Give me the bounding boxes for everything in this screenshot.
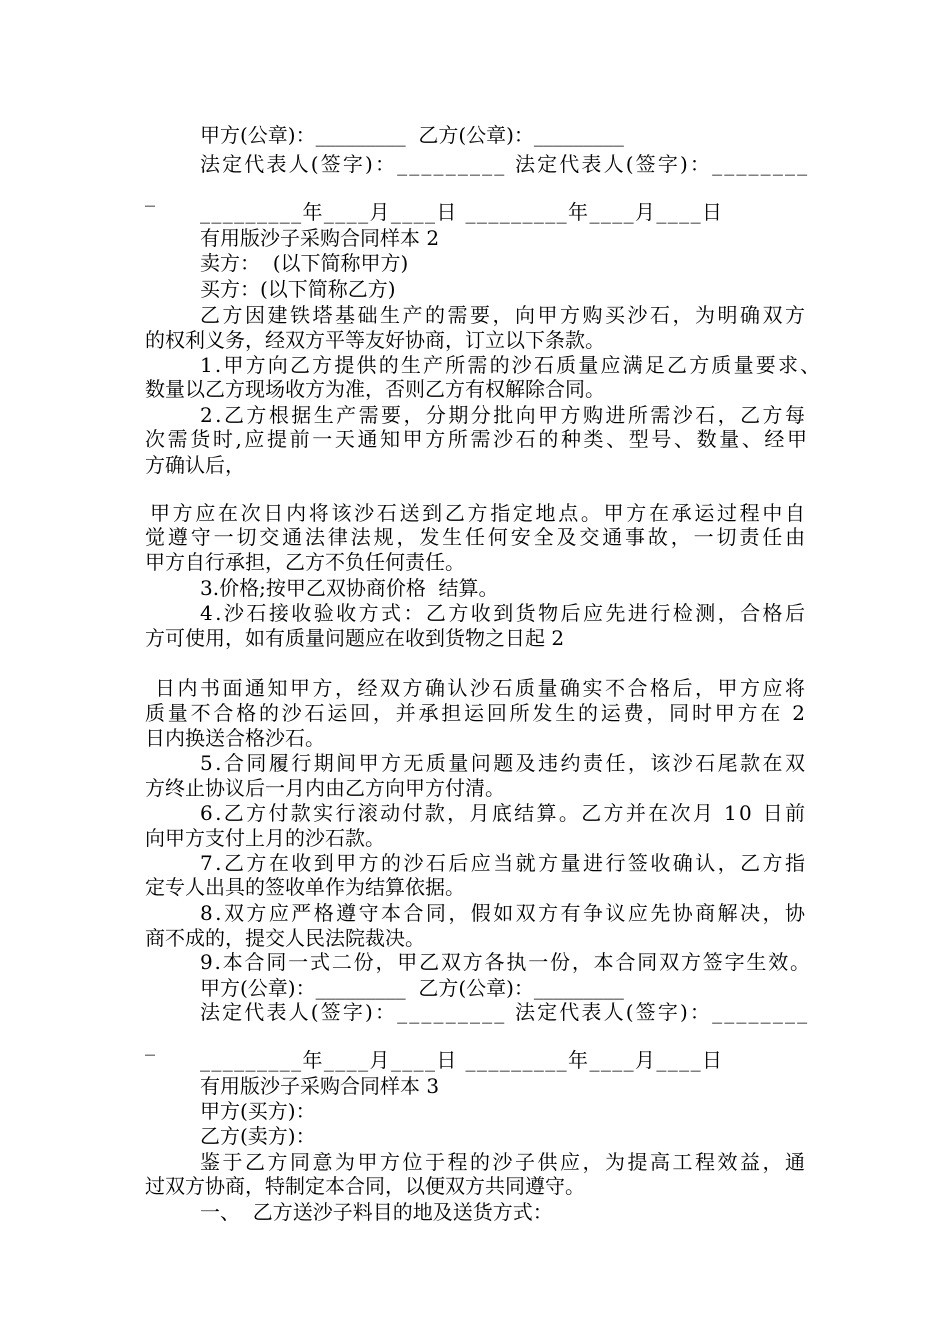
text-line [200,1149,808,1175]
text-line [200,575,499,601]
text-line [200,122,624,148]
text-line [145,182,155,208]
text-line [200,1098,316,1124]
text-line [200,250,408,276]
text-line [200,1073,439,1099]
text-line [200,1047,723,1073]
text-line-content: 法定代表人(签字)：_________ 法定代表人(签字)：________ [200,1000,810,1024]
text-line-content: 法定代表人(签字)：_________ 法定代表人(签字)：________ [200,152,810,176]
text-line-content: 卖方： (以下简称甲方) [200,251,409,275]
text-line-content: 方确认后， [145,453,245,477]
text-line [200,402,807,428]
text-line-content: 4.沙石接收验收方式：乙方收到货物后应先进行检测，合格后 [200,601,808,625]
text-line [200,800,807,826]
text-line-content: 甲方(买方)： [200,1099,316,1123]
text-line [200,900,807,926]
text-line [200,225,439,251]
text-line-content: 有用版沙子采购合同样本 3 [200,1074,440,1098]
text-line [145,700,808,726]
text-line-content: 甲方(公章)：_________ 乙方(公章)：_________ [200,976,624,1000]
text-line-content: 觉遵守一切交通法律法规，发生任何安全及交通事故，一切责任由 [145,525,808,549]
text-line [200,199,723,225]
text-line [200,949,812,975]
text-line [200,276,396,302]
text-line [200,750,807,776]
text-line-content: 乙方因建铁塔基础生产的需要，向甲方购买沙石，为明确双方 [200,303,808,327]
text-line [145,725,325,751]
text-line-content: 质量不合格的沙石运回，并承担运回所发生的运费，同时甲方在 2 [145,701,808,725]
text-line-content: 定专人出具的签收单作为结算依据。 [145,875,465,899]
text-line [200,1199,553,1225]
text-line-content: 7.乙方在收到甲方的沙石后应当就方量进行签收确认，乙方指 [200,851,808,875]
text-line-content: 日内书面通知甲方，经双方确认沙石质量确实不合格后，甲方应将 [155,676,808,700]
text-line-content: 次需货时,应提前一天通知甲方所需沙石的种类、型号、数量、经甲 [145,427,810,451]
text-line-content: 买方：(以下简称乙方) [200,277,396,301]
text-line [145,775,505,801]
text-line [145,825,385,851]
text-line-content: 5.合同履行期间甲方无质量问题及违约责任，该沙石尾款在双 [200,751,808,775]
text-line [145,327,605,353]
text-line [200,302,808,328]
text-line [145,625,564,651]
text-line-content: 甲方应在次日内将该沙石送到乙方指定地点。甲方在承运过程中自 [150,501,808,525]
text-line-content: 8.双方应严格遵守本合同，假如双方有争议应先协商解决，协 [200,901,808,925]
text-line-content: 6.乙方付款实行滚动付款，月底结算。乙方并在次月 10 日前 [200,801,808,825]
text-line-content: 有用版沙子采购合同样本 2 [200,226,440,250]
text-line [145,1031,155,1057]
text-line [145,1173,585,1199]
text-line-content: 数量以乙方现场收方为准，否则乙方有权解除合同。 [145,377,605,401]
text-line-content: 过双方协商，特制定本合同，以便双方共同遵守。 [145,1174,585,1198]
text-line [200,1123,316,1149]
text-line [145,452,245,478]
text-line-content: 的权利义务，经双方平等友好协商，订立以下条款。 [145,328,605,352]
text-line [145,376,605,402]
text-line [200,975,624,1001]
text-line [145,874,465,900]
text-line-content: _ [145,183,155,207]
text-line-content: 方终止协议后一月内由乙方向甲方付清。 [145,776,505,800]
text-line [200,850,807,876]
text-line-content: 9.本合同一式二份，甲乙双方各执一份，本合同双方签字生效。 [200,950,812,974]
text-line-content: 一、 乙方送沙子料目的地及送货方式： [200,1200,553,1224]
text-line-content: _ [145,1032,155,1056]
text-line-content: 乙方(卖方)： [200,1124,316,1148]
text-line [145,426,810,452]
text-line [155,675,808,701]
text-line-content: 商不成的，提交人民法院裁决。 [145,926,425,950]
text-line [145,524,808,550]
text-line [145,925,425,951]
text-line-content: 日内换送合格沙石。 [145,726,325,750]
text-line [200,352,822,378]
text-line [200,999,809,1025]
text-line-content: 向甲方支付上月的沙石款。 [145,826,385,850]
text-line-content: 方可使用，如有质量问题应在收到货物之日起 2 [145,626,565,650]
text-line-content: 1.甲方向乙方提供的生产所需的沙石质量应满足乙方质量要求、 [200,353,823,377]
text-line [150,500,808,526]
text-line-content: 甲方(公章)：_________ 乙方(公章)：_________ [200,123,624,147]
text-line-content: _________年____月____日 _________年____月____日 [200,1048,724,1072]
text-line-content: 甲方自行承担，乙方不负任何责任。 [145,550,465,574]
text-line [200,600,807,626]
text-line-content: 2.乙方根据生产需要，分期分批向甲方购进所需沙石，乙方每 [200,403,808,427]
text-line-content: _________年____月____日 _________年____月____日 [200,200,724,224]
text-line-content: 3.价格;按甲乙双协商价格 结算。 [200,576,499,600]
text-line-content: 鉴于乙方同意为甲方位于程的沙子供应，为提高工程效益，通 [200,1150,808,1174]
text-line [200,151,809,177]
text-line [145,549,465,575]
